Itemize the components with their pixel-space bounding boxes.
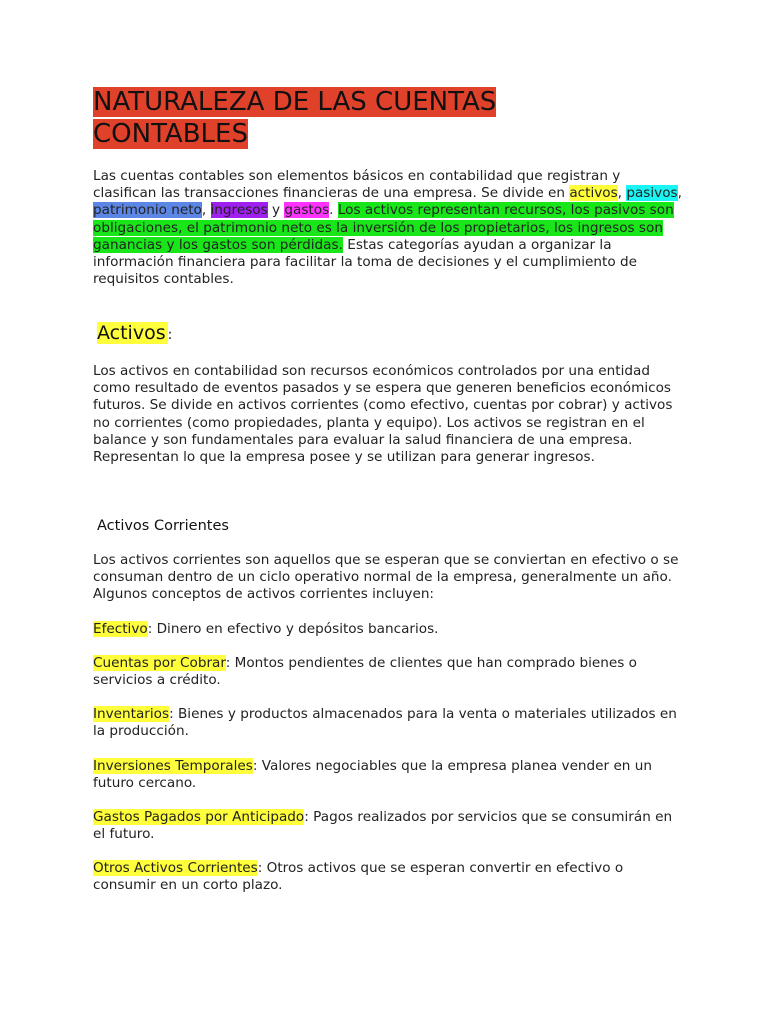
activos-paragraph: Los activos en contabilidad son recursos económicos controlados por una entidad como resultado de eventos pasados y se espera que generen beneficios económicos futuros. Se divide en activos corrientes (como efectivo, cuentas por cobrar) y activos no corrientes (como propiedades, planta y equipo). Los activos se registran en el balance y son fundamentales para evaluar la salud financiera de una empresa. Representan lo que la empresa posee y se utilizan para generar ingresos. [93,363,673,466]
intro-sep-3: , [201,202,211,219]
page-title-text: NATURALEZA DE LAS CUENTAS CONTABLES [93,87,497,149]
activos-corrientes-heading: Activos Corrientes [97,518,229,534]
term-ingresos: ingresos [210,202,268,219]
list-item-desc: : Valores negociables que la empresa planea vender en un futuro cercano. [93,758,652,792]
activos-heading-text: Activos [97,322,166,344]
list-item-desc: : Otros activos que se esperan convertir en efectivo o consumir en un corto plazo. [93,860,624,894]
activos-corrientes-paragraph: Los activos corrientes son aquellos que se esperan que se conviertan en efectivo o se consuman dentro de un ciclo operativo normal de la empresa, generalmente un año. Algunos conceptos de activos corrientes incluyen: [93,552,679,603]
list-item-otros-activos [93,860,683,894]
list-item-efectivo [93,621,683,638]
list-item-term: Cuentas por Cobrar [93,655,226,671]
term-patrimonio-neto: patrimonio neto [93,202,202,219]
list-item-term: Efectivo [93,621,148,637]
list-item-cuentas-por-cobrar [93,655,683,689]
list-item-gastos-pagados [93,809,683,843]
list-item-term: Inversiones Temporales [93,758,253,774]
list-item-inventarios [93,706,683,740]
intro-sep-2: , [677,185,682,202]
intro-green-highlight: Los activos representan recursos, los pasivos son obligaciones, el patrimonio neto es la inversión de los propietarios, los ingresos son ganancias y los gastos son pérdidas. [93,202,674,253]
list-item-term: Otros Activos Corrientes [93,860,258,876]
list-item-inversiones-temporales [93,758,683,792]
term-activos: activos [569,185,618,202]
list-item-desc: : Pagos realizados por servicios que se consumirán en el futuro. [93,809,673,843]
intro-sep-4: y [267,202,285,219]
intro-paragraph [93,168,683,288]
page-title [93,86,653,150]
term-gastos: gastos [284,202,330,219]
intro-text-1: Las cuentas contables son elementos básicos en contabilidad que registran y clasifican las transacciones financieras de una empresa. Se divide en [93,168,621,202]
list-item-term: Inventarios [93,706,170,722]
term-pasivos: pasivos [626,185,678,202]
intro-sep-1: , [617,185,627,202]
intro-text-2: Estas categorías ayudan a organizar la información financiera para facilitar la toma de decisiones y el cumplimiento de requisitos contables. [93,236,637,288]
list-item-term: Gastos Pagados por Anticipado [93,809,305,825]
activos-heading-colon: : [167,327,173,343]
list-item-desc: : Montos pendientes de clientes que han comprado bienes o servicios a crédito. [93,655,637,689]
activos-heading [97,320,172,348]
list-item-desc: : Bienes y productos almacenados para la venta o materiales utilizados en la producción. [93,706,677,740]
list-item-desc: : Dinero en efectivo y depósitos bancarios. [147,621,439,637]
intro-sep-5: . [329,202,338,219]
